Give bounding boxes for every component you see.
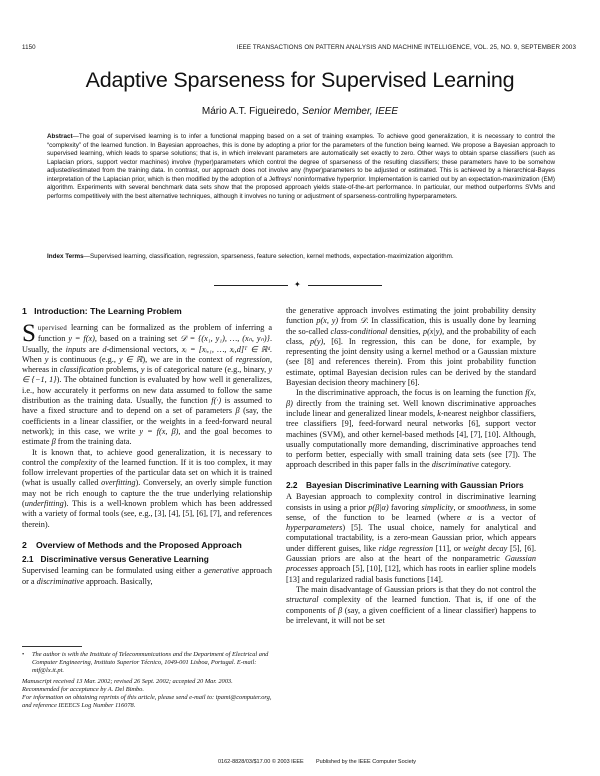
section-1-number: 1 <box>22 306 27 316</box>
subsection-2-2-title: Bayesian Discriminative Learning with Gaussian Priors <box>306 479 524 490</box>
subsection-2-1-title: Discriminative versus Generative Learning <box>40 553 209 564</box>
running-header <box>0 44 600 56</box>
divider-line-right <box>308 285 382 286</box>
section-2-title: Overview of Methods and the Proposed Approach <box>36 539 242 550</box>
footnote-bullet: • <box>22 650 25 658</box>
abstract-text: —The goal of supervised learning is to infer a functional mapping based on a set of training examples. To achieve good generalization, it is necessary to control the “complexity” of the learned function. In Bayesian approaches, this is done by adopting a prior for the parameters of the function being learned. We propose a Bayesian approach to supervised learning, which leads to sparse solutions; that is, in which irrelevant parameters are automatically set exactly to zero. Other ways to obtain sparse classifiers (such as Laplacian priors, support vector machines) involve (hyper)parameters which control the degree of sparseness of the resulting classifiers; these parameters have to be somehow adjusted/estimated from the training data. In contrast, our approach does not involve any (hyper)parameters to be adjusted or estimated. This is achieved by a hierarchical-Bayes interpretation of the Laplacian prior, which is then modified by the adoption of a Jeffreys' noninformative hyperprior. Implementation is carried out by an expectation-maximization (EM) algorithm. Experiments with several benchmark data sets show that the proposed approach yields state-of-the-art performance. In particular, our method outperforms SVMs and performs competitively with the best alternative techniques, although it involves no tuning or adjustment of sparseness-controlling hyperparameters. <box>47 133 555 200</box>
section-1-heading <box>22 306 272 317</box>
intro-paragraph: Supervised learning can be formalized as the problem of inferring a function y = f(x), based on a training set 𝒟 = {(x₁, y₁), …, (xₙ, yₙ)}. Usually, the inputs are d-dimensional vectors, xᵢ = [xᵢ,₁, …, xᵢ,d]ᵀ ∈ ℝᵈ. When y is continuous (e.g., y ∈ ℝ), we are in the context of regression, whereas in classification problems, y is of categorical nature (e.g., binary, y ∈ {−1, 1}). The obtained function is evaluated by how well it generalizes, i.e., how accurately it performs on new data assumed to follow the same distribution as the training data. Usually, the function f(·) is assumed to have a fixed structure and to depend on a set of parameters β (say, the coefficients in a linear classifier, or the weights in a feed-forward neural network); in this case, we write y = f(x, β), and the goal becomes to estimate β from the training data. <box>22 320 273 447</box>
footer-copyright: 0162-8828/03/$17.00 © 2003 IEEE <box>218 759 304 765</box>
footnotes <box>22 646 272 710</box>
abstract <box>47 133 555 201</box>
index-terms-label: Index Terms <box>47 253 84 260</box>
right-column <box>286 306 536 626</box>
dropcap: S <box>22 320 36 347</box>
footnote-rule <box>22 646 82 647</box>
right-paragraph-4: The main disadvantage of Gaussian priors is that they do not control the structural complexity of the learned function. That is, if one of the components of β (say, a given coefficient of a linear classifier) happens to be irrelevant, it will not be set <box>286 584 537 625</box>
intro-smallcaps: upervised <box>37 325 68 332</box>
section-1-title: Introduction: The Learning Problem <box>34 306 182 316</box>
right-paragraph-1: the generative approach involves estimating the joint probability density function p(x, y) from 𝒟. In classification, this is usually done by learning the so-called class-conditional densities, p(x|y), and the probability of each class, p(y), [6]. In regression, this can be done, for example, by representing the joint density using a kernel method or a Gaussian mixture (see [8] and references therein). From this joint probability function estimate, optimal Bayesian decision rules can be derived by the standard Bayesian decision theory machinery [6]. <box>286 306 537 388</box>
page-number: 1150 <box>22 44 36 51</box>
divider-mark: ✦ <box>294 280 301 289</box>
author-name: Mário A.T. Figueiredo, <box>201 106 300 117</box>
section-2-paragraph: Supervised learning can be formulated using either a generative approach or a discriminative approach. Basically, <box>22 566 272 586</box>
author-line <box>0 106 600 117</box>
journal-info: IEEE TRANSACTIONS ON PATTERN ANALYSIS AND MACHINE INTELLIGENCE, VOL. 25, NO. 9, SEPTEMBER 2003 <box>236 44 576 51</box>
footnote-manuscript: Manuscript received 13 Mar. 2002; revised 26 Sept. 2002; accepted 20 Mar. 2003. <box>22 677 233 685</box>
subsection-2-2-number: 2.2 <box>286 479 298 490</box>
author-membership: Senior Member, IEEE <box>301 106 399 117</box>
footnote-affiliation: • The author is with the Institute of Telecommunications and the Department of Electrical and Computer Engineering, Instituto Superior Técnico, 1049-001 Lisboa, Portugal. E-mail: mtf@lx.it.pt. <box>22 650 269 674</box>
right-paragraph-2: In the discriminative approach, the focus is on learning the function f(x, β) directly from the training set. Well known discriminative approaches include linear and generalized linear models, k-nearest neighbor classifiers, tree classifiers [9], feed-forward neural networks [6], support vector machines (SVM), and other kernel-based methods [4], [7], [10]. Although, usually computationally more demanding, discriminative approaches tend to perform better, especially with small training data sets (see [7]). The approach described in this paper falls in the discriminative category. <box>286 388 536 470</box>
footnote-recommended: Recommended for acceptance by A. Del Bimbo. <box>22 685 144 693</box>
section-2-heading <box>22 540 272 551</box>
subsection-2-1-number: 2.1 <box>22 553 34 564</box>
subsection-2-2-heading <box>286 480 536 491</box>
left-column <box>22 306 272 587</box>
divider-line-left <box>214 285 288 286</box>
subsection-2-1-heading <box>22 554 272 565</box>
paper-title: Adaptive Sparseness for Supervised Learning <box>85 68 515 92</box>
intro-paragraph-2: It is known that, to achieve good generalization, it is necessary to control the complexity of the learned function. If it is too complex, it may follow irrelevant properties of the particular data set on which it is trained (what is usually called overfitting). Conversely, an overly simple function may not be rich enough to capture the the true underlying relationship (underfitting). This is a well-known problem which has been addressed with a variety of formal tools (see, e.g., [3], [4], [5], [6], [7], and references therein). <box>22 447 272 529</box>
footnote-reprints: For information on obtaining reprints of this article, please send e-mail to: tpami@computer.org, and reference IEEECS Log Number 116078. <box>22 693 272 709</box>
index-terms <box>47 253 555 262</box>
section-2-number: 2 <box>22 539 27 550</box>
index-terms-text: —Supervised learning, classification, regression, sparseness, feature selection, kernel methods, expectation-maximization algorithm. <box>83 253 454 260</box>
abstract-label: Abstract <box>47 133 73 140</box>
right-paragraph-3: A Bayesian approach to complexity control in discriminative learning consists in using a prior p(β|α) favoring simplicity, or smoothness, in some sense, of the function to be learned (where α is a vector of hyperparameters) [5]. The usual choice, namely for analytical and computational tractability, is a zero-mean Gaussian prior, which appears under different guises, like ridge regression [11], or weight decay [5], [6]. Gaussian priors are also at the heart of the nonparametric Gaussian processes approach [5], [10], [12], which has roots in earlier spline models [13] and regularized radial basis functions [14]. <box>286 492 537 584</box>
footer-publisher: Published by the IEEE Computer Society <box>316 759 416 765</box>
section-divider <box>0 281 600 291</box>
